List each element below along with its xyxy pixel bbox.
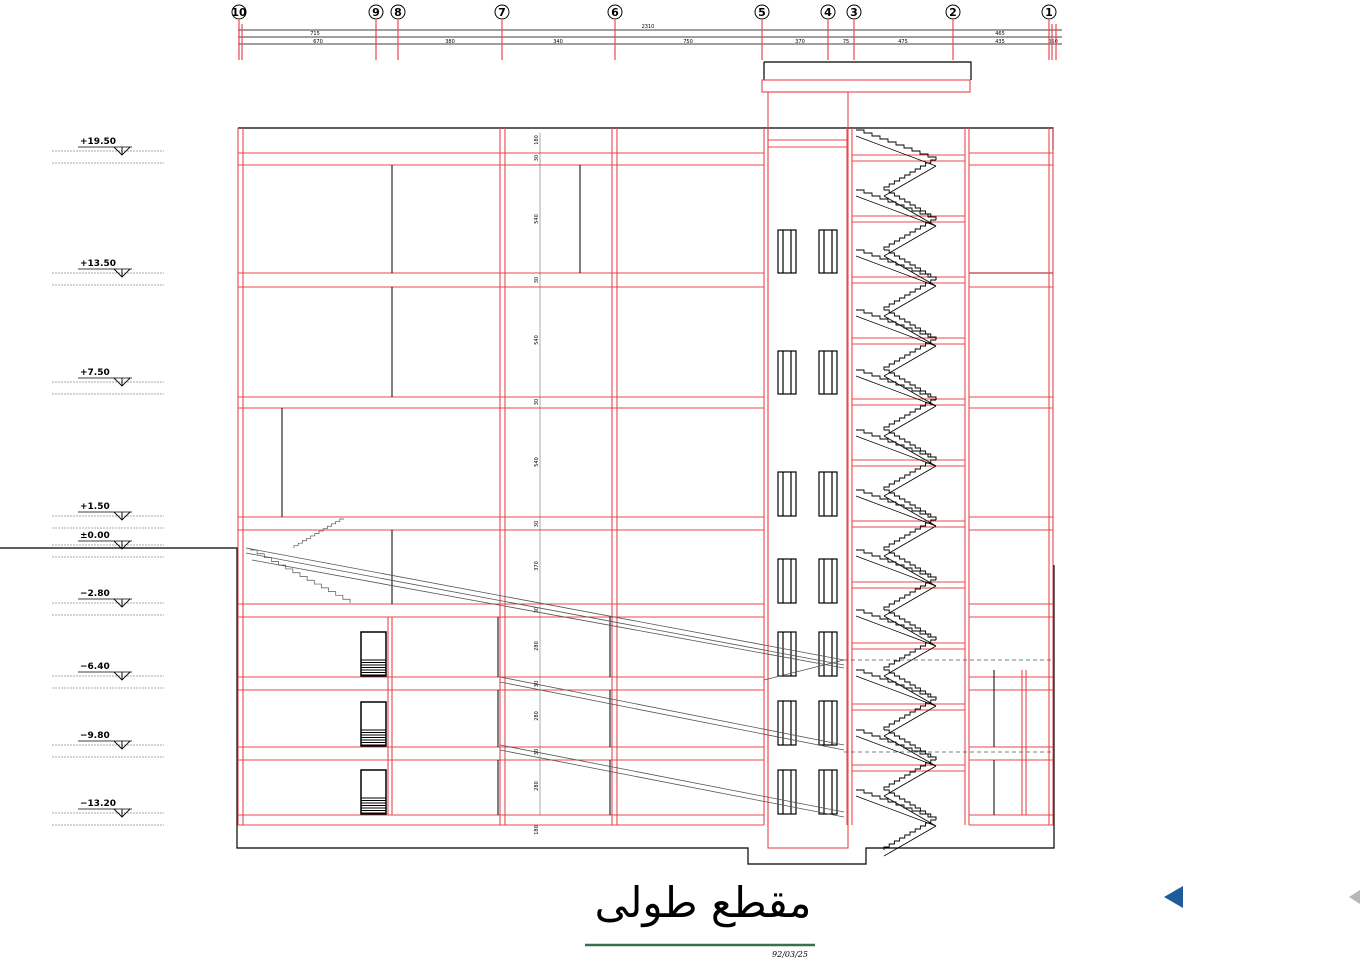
level-label: +13.50 [80, 259, 117, 269]
dim-row1-a: 715 [310, 31, 320, 37]
door [361, 632, 386, 676]
level-marker [52, 799, 164, 825]
grid-axes [231, 5, 1056, 60]
grid-axis-label: 4 [824, 6, 832, 19]
level-label: ±0.00 [80, 531, 110, 541]
main-staircase [856, 130, 936, 856]
stair-flight [856, 670, 936, 700]
vertical-dim-label: 30 [534, 520, 540, 528]
core-windows [778, 230, 837, 814]
stair-flight [884, 580, 936, 610]
level-marker [52, 589, 164, 615]
level-label: +19.50 [80, 137, 117, 147]
level-label: +7.50 [80, 368, 110, 378]
grid-axis-1 [1042, 5, 1056, 60]
vertical-dim-label: 30 [534, 748, 540, 756]
triangle-left-icon[interactable] [1164, 886, 1183, 908]
overall-dimension: 2310 [641, 24, 655, 30]
dim-row2-2: 340 [553, 39, 563, 45]
dim-row2-8: 050 [1048, 39, 1058, 45]
stair-flight [884, 820, 936, 850]
vertical-dimensions [534, 135, 540, 835]
grid-axis-7 [495, 5, 509, 60]
stair-flight [856, 490, 936, 520]
dimension-chain [238, 30, 1062, 44]
grid-axis-3 [847, 5, 861, 60]
grid-axis-label: 9 [372, 6, 380, 19]
window [819, 701, 837, 745]
level-marker [52, 731, 164, 757]
stair-flight [884, 220, 936, 250]
grid-axis-9 [369, 5, 383, 60]
stair-flight [856, 370, 936, 400]
dim-row1-b: 465 [995, 31, 1005, 37]
window [819, 559, 837, 603]
vertical-dim-label: 540 [534, 457, 540, 467]
level-label: −6.40 [80, 662, 110, 672]
window [778, 351, 796, 394]
stair-flight [856, 550, 936, 580]
vertical-dim-label: 540 [534, 335, 540, 345]
dim-row2-4: 370 [795, 39, 805, 45]
basement-doors [361, 632, 386, 814]
vertical-dim-label: 280 [534, 711, 540, 721]
level-label: −13.20 [80, 799, 117, 809]
window [819, 472, 837, 516]
grid-axis-5 [755, 5, 769, 60]
stair-flight [884, 160, 936, 190]
level-label: −9.80 [80, 731, 110, 741]
stair-flight [856, 610, 936, 640]
window [819, 351, 837, 394]
grid-axis-6 [608, 5, 622, 60]
stair-flight [884, 280, 936, 310]
stair-flight [856, 730, 936, 760]
level-marker [52, 662, 164, 688]
level-markers [52, 137, 164, 825]
triangle-left-icon-partial[interactable] [1349, 890, 1360, 904]
entry-stairs [250, 519, 350, 603]
stair-flight [856, 250, 936, 280]
vertical-dim-label: 30 [534, 398, 540, 406]
stair-flight [884, 520, 936, 550]
stair-flight [856, 430, 936, 460]
window [778, 230, 796, 273]
level-marker [52, 368, 164, 394]
vertical-dim-label: 30 [534, 680, 540, 688]
door [361, 770, 386, 814]
dim-row2-0: 670 [313, 39, 323, 45]
vertical-dim-label: 30 [534, 606, 540, 614]
dim-row2-7: 435 [995, 39, 1005, 45]
level-label: +1.50 [80, 502, 110, 512]
grid-axis-label: 5 [758, 6, 766, 19]
grid-axis-label: 1 [1045, 6, 1053, 19]
vertical-dim-label: 30 [534, 276, 540, 284]
grid-axis-label: 8 [394, 6, 402, 19]
grid-axis-label: 10 [231, 6, 247, 19]
dim-row2-1: 380 [445, 39, 455, 45]
drawing-title: مقطع طولی [594, 878, 812, 927]
level-marker [52, 531, 164, 557]
vertical-dim-label: 180 [534, 825, 540, 835]
stair-flight [856, 790, 936, 820]
level-label: −2.80 [80, 589, 110, 599]
window [778, 472, 796, 516]
partition-walls [282, 133, 994, 815]
vertical-dim-label: 280 [534, 641, 540, 651]
dim-row2-5: 75 [842, 39, 850, 45]
level-marker [52, 137, 164, 163]
grid-axis-label: 2 [949, 6, 957, 19]
vertical-dim-label: 370 [534, 561, 540, 571]
window [819, 632, 837, 676]
vertical-dim-label: 280 [534, 781, 540, 791]
grid-axis-label: 3 [850, 6, 858, 19]
grid-axis-label: 6 [611, 6, 619, 19]
grid-axis-4 [821, 5, 835, 60]
stair-flight [856, 310, 936, 340]
door [361, 702, 386, 746]
window [819, 230, 837, 273]
grid-axis-8 [391, 5, 405, 60]
level-marker [52, 259, 164, 285]
dim-row2-3: 750 [683, 39, 693, 45]
level-marker [52, 502, 164, 528]
stair-flight [884, 460, 936, 490]
grid-axis-2 [946, 5, 960, 60]
vertical-dim-label: 180 [534, 135, 540, 145]
window [778, 559, 796, 603]
vertical-dim-label: 540 [534, 214, 540, 224]
entry-stair-flight [294, 519, 344, 548]
grid-axis-label: 7 [498, 6, 506, 19]
stair-flight [884, 640, 936, 670]
drawing-date: 92/03/25 [772, 950, 808, 959]
vertical-dim-label: 30 [534, 154, 540, 162]
grid-axis-10 [231, 5, 247, 60]
dim-row2-6: 475 [898, 39, 908, 45]
